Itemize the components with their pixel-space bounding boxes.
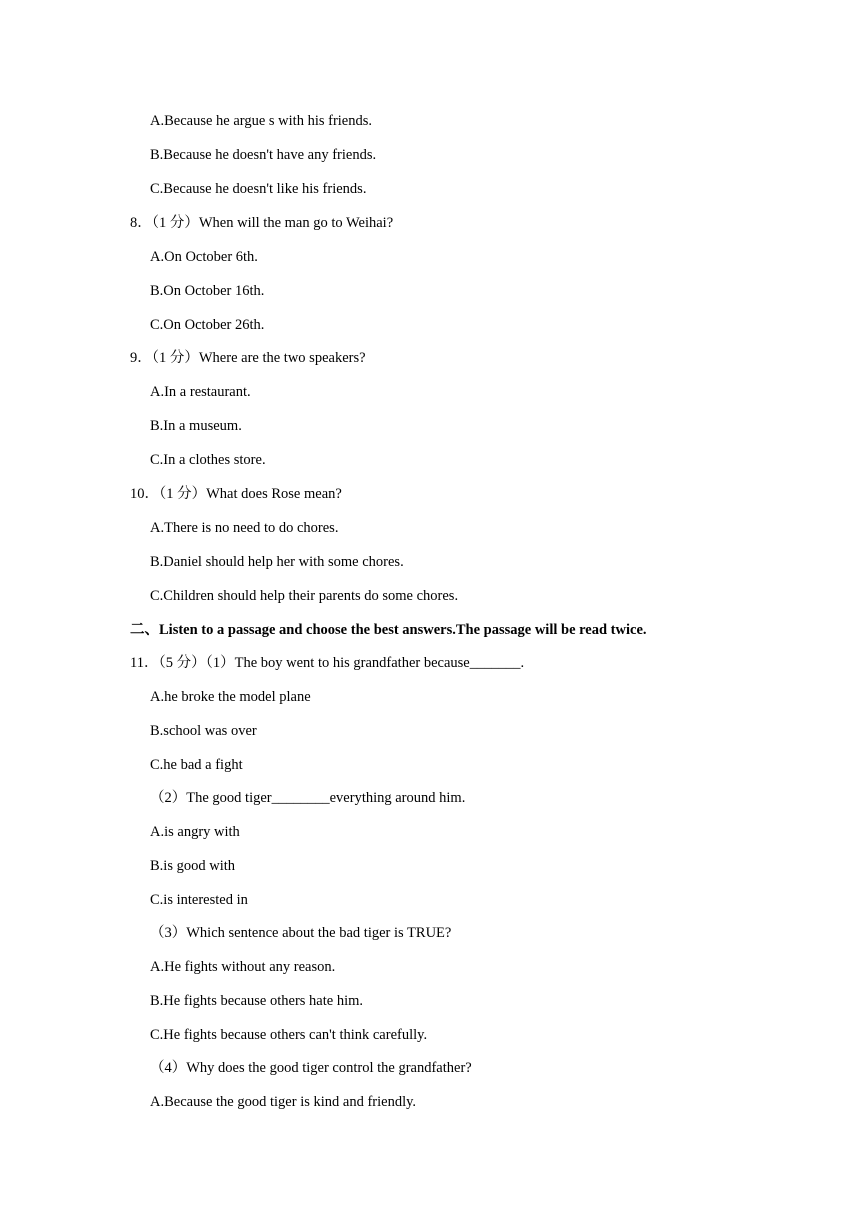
option-9b: B.In a museum. — [150, 418, 242, 434]
option-11-3c: C.He fights because others can't think carefully. — [150, 1027, 428, 1043]
option-7c: C.Because he doesn't like his friends. — [150, 181, 367, 197]
option-9a: A.In a restaurant. — [150, 384, 251, 400]
option-8c: C.On October 26th. — [150, 317, 265, 333]
option-10c: C.Children should help their parents do some chores. — [150, 588, 459, 604]
option-11-4a: A.Because the good tiger is kind and friendly. — [150, 1094, 417, 1110]
question-9: 9．（1 分）Where are the two speakers? — [130, 350, 366, 366]
question-10: 10．（1 分）What does Rose mean? — [130, 486, 342, 502]
section-heading-2: 二、Listen to a passage and choose the best answers.The passage will be read twice. — [130, 622, 647, 638]
option-11-3a: A.He fights without any reason. — [150, 959, 336, 975]
option-10b: B.Daniel should help her with some chores. — [150, 554, 404, 570]
option-11-2c: C.is interested in — [150, 892, 248, 908]
option-11-1b: B.school was over — [150, 723, 257, 739]
subquestion-11-3: （3）Which sentence about the bad tiger is TRUE? — [150, 925, 452, 941]
option-11-2b: B.is good with — [150, 858, 235, 874]
option-11-3b: B.He fights because others hate him. — [150, 993, 364, 1009]
option-9c: C.In a clothes store. — [150, 452, 266, 468]
question-8: 8．（1 分）When will the man go to Weihai? — [130, 215, 394, 231]
option-8b: B.On October 16th. — [150, 283, 265, 299]
option-11-1a: A.he broke the model plane — [150, 689, 311, 705]
option-7b: B.Because he doesn't have any friends. — [150, 147, 377, 163]
option-11-1c: C.he bad a fight — [150, 757, 243, 773]
option-10a: A.There is no need to do chores. — [150, 520, 339, 536]
question-11: 11．（5 分）（1）The boy went to his grandfather because_______. — [130, 655, 525, 671]
subquestion-11-2: （2）The good tiger________everything around him. — [150, 790, 466, 806]
subquestion-11-4: （4）Why does the good tiger control the grandfather? — [150, 1060, 472, 1076]
option-11-2a: A.is angry with — [150, 824, 240, 840]
option-8a: A.On October 6th. — [150, 249, 258, 265]
option-7a: A.Because he argue s with his friends. — [150, 113, 373, 129]
